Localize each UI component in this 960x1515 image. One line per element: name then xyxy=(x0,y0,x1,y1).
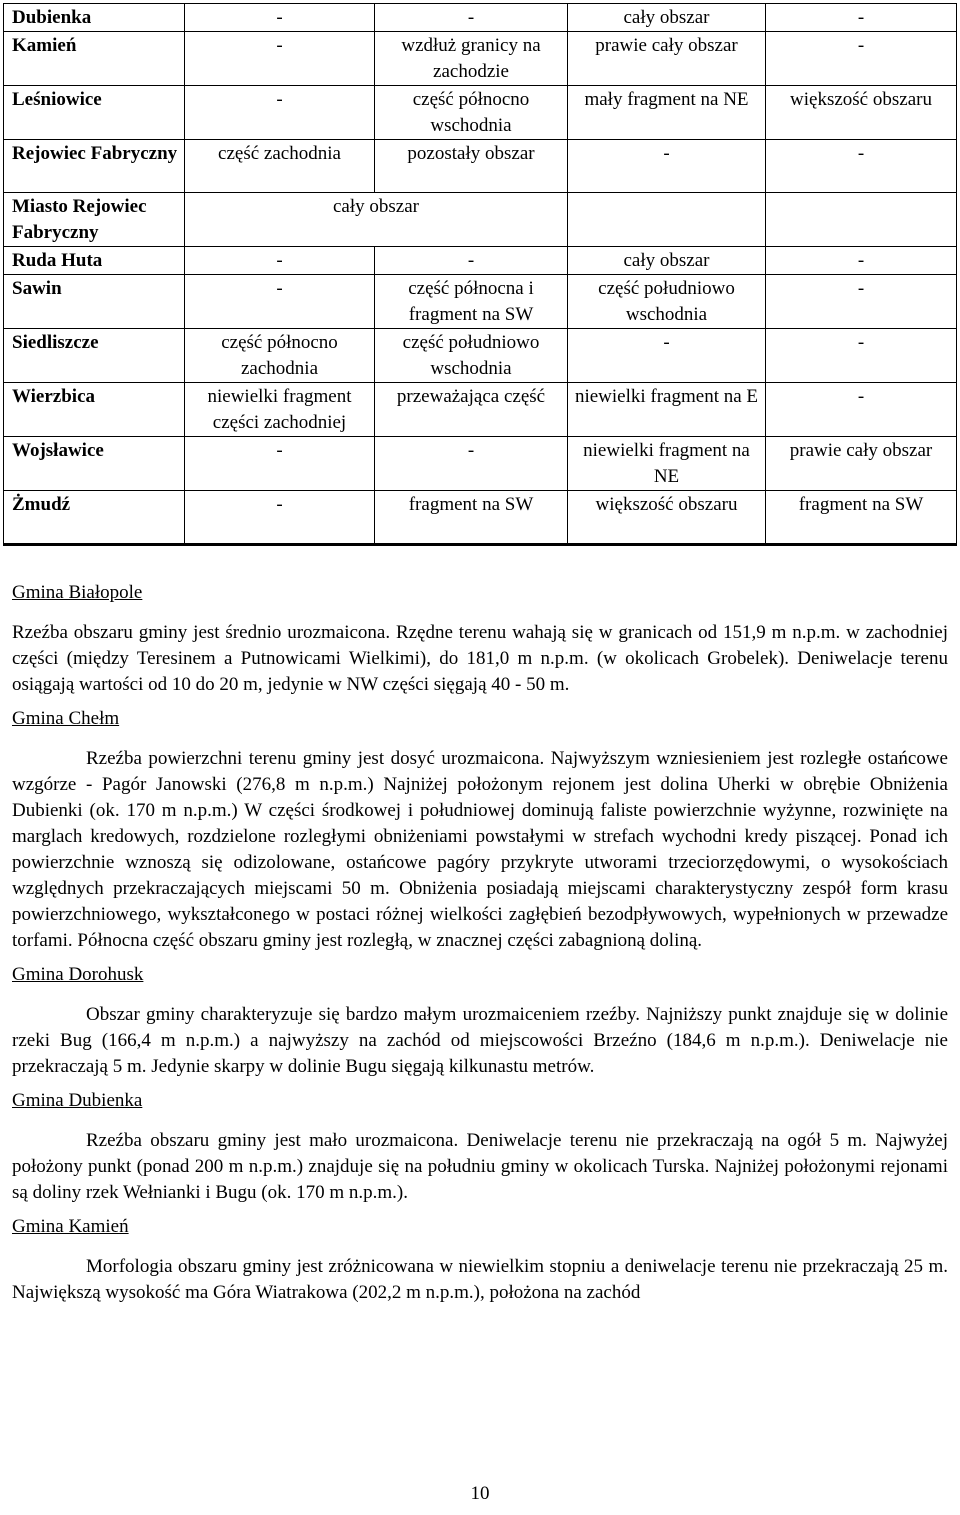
table-cell: - xyxy=(766,140,957,193)
table-cell: - xyxy=(568,140,766,193)
table-cell: - xyxy=(375,437,568,491)
table-cell: - xyxy=(185,32,375,86)
row-name: Żmudź xyxy=(4,491,185,545)
table-row xyxy=(4,140,957,193)
table-cell: - xyxy=(766,329,957,383)
section-paragraph: Morfologia obszaru gminy jest zróżnicowana w niewielkim stopniu a deniwelacje terenu nie przekraczają 25 m. Największą wysokość ma Góra Wiatrakowa (202,2 m n.p.m.), położona na zachód xyxy=(12,1256,948,1303)
row-name: Dubienka xyxy=(4,4,185,32)
table-cell: niewielki fragment na E xyxy=(568,383,766,437)
table-cell: mały fragment na NE xyxy=(568,86,766,140)
table-cell-empty xyxy=(766,193,957,247)
row-name: Leśniowice xyxy=(4,86,185,140)
table-cell: pozostały obszar xyxy=(375,140,568,193)
table-cell: - xyxy=(185,247,375,275)
section-heading: Gmina Dubienka xyxy=(12,1090,143,1111)
table-cell: - xyxy=(766,275,957,329)
table-cell: fragment na SW xyxy=(375,491,568,545)
table-cell: cały obszar xyxy=(568,4,766,32)
row-name: Siedliszcze xyxy=(4,329,185,383)
section-paragraph: Rzeźba obszaru gminy jest mało urozmaicona. Deniwelacje terenu nie przekraczają na ogół 5 m. Najwyżej położony punkt (ponad 200 m n.p.m.) znajduje się na południu gminy w okolicach Turska. Najniżej położonymi rejonami są doliny rzek Wełnianki i Bugu (ok. 170 m n.p.m.). xyxy=(12,1130,948,1203)
page-number: 10 xyxy=(470,1483,490,1504)
table-cell: prawie cały obszar xyxy=(766,437,957,491)
table-cell: prawie cały obszar xyxy=(568,32,766,86)
section-heading: Gmina Dorohusk xyxy=(12,964,144,985)
table-cell: - xyxy=(185,437,375,491)
table-cell: część północno wschodnia xyxy=(375,86,568,140)
table-row xyxy=(4,437,957,491)
row-name: Wierzbica xyxy=(4,383,185,437)
table-cell: - xyxy=(766,32,957,86)
table-row xyxy=(4,4,957,32)
table-cell: fragment na SW xyxy=(766,491,957,545)
table-cell: - xyxy=(185,491,375,545)
table-cell: niewielki fragment na NE xyxy=(568,437,766,491)
table-row xyxy=(4,329,957,383)
table-row xyxy=(4,193,957,247)
row-name: Kamień xyxy=(4,32,185,86)
section-heading: Gmina Białopole xyxy=(12,582,143,603)
table-cell: - xyxy=(766,247,957,275)
table-cell: - xyxy=(185,86,375,140)
table-cell: - xyxy=(375,4,568,32)
table-cell: większość obszaru xyxy=(568,491,766,545)
table-cell-span: cały obszar xyxy=(185,193,568,247)
row-name: Wojsławice xyxy=(4,437,185,491)
table-cell: część północno zachodnia xyxy=(185,329,375,383)
row-name: Ruda Huta xyxy=(4,247,185,275)
table-row xyxy=(4,32,957,86)
table-cell: część południowo wschodnia xyxy=(375,329,568,383)
row-name: Miasto Rejowiec Fabryczny xyxy=(4,193,185,247)
table-cell: - xyxy=(568,329,766,383)
table-row xyxy=(4,247,957,275)
table-cell: część północna i fragment na SW xyxy=(375,275,568,329)
row-name: Rejowiec Fabryczny xyxy=(4,140,185,193)
table-cell: - xyxy=(185,275,375,329)
table-cell: - xyxy=(766,383,957,437)
table-cell: - xyxy=(375,247,568,275)
section-paragraph: Obszar gminy charakteryzuje się bardzo małym urozmaiceniem rzeźby. Najniższy punkt znajduje się w dolinie rzeki Bug (166,4 m n.p.m.) a najwyższy na zachód od miejscowości Brzeźno (184,6 m n.p.m.). Deniwelacje nie przekraczają 5 m. Jedynie skarpy w dolinie Bugu sięgają kilkunastu metrów. xyxy=(12,1004,948,1077)
table-cell: - xyxy=(185,4,375,32)
section-paragraph: Rzeźba obszaru gminy jest średnio urozmaicona. Rzędne terenu wahają się w granicach od 151,9 m n.p.m. w zachodniej części (między Teresinem a Putnowicami Wielkimi), do 181,0 m n.p.m. (w okolicach Grobelek). Deniwelacje terenu osiągają wartości od 10 do 20 m, jedynie w NW części sięgają 40 - 50 m. xyxy=(12,622,948,695)
table-cell-empty xyxy=(568,193,766,247)
land-coverage-table xyxy=(3,3,957,546)
table-row xyxy=(4,383,957,437)
table-cell: większość obszaru xyxy=(766,86,957,140)
table-cell: cały obszar xyxy=(568,247,766,275)
row-name: Sawin xyxy=(4,275,185,329)
table-cell: część zachodnia xyxy=(185,140,375,193)
table-cell: część południowo wschodnia xyxy=(568,275,766,329)
table-row xyxy=(4,86,957,140)
document-body xyxy=(12,580,948,1306)
table-row xyxy=(4,275,957,329)
table-cell: przeważająca część xyxy=(375,383,568,437)
section-heading: Gmina Kamień xyxy=(12,1216,129,1237)
table-cell: niewielki fragment części zachodniej xyxy=(185,383,375,437)
table-cell: - xyxy=(766,4,957,32)
section-heading: Gmina Chełm xyxy=(12,708,120,729)
table-cell: wzdłuż granicy na zachodzie xyxy=(375,32,568,86)
section-paragraph: Rzeźba powierzchni terenu gminy jest dosyć urozmaicona. Najwyższym wzniesieniem jest rozległe ostańcowe wzgórze - Pagór Janowski (276,8 m n.p.m.) Najniżej położonym rejonem jest dolina Uherki w obrębie Obniżenia Dubienki (ok. 170 m n.p.m.) W części środkowej i południowej dominują faliste powierzchnie wyżynne, rozwinięte na marglach kredowych, rozdzielone rozległymi obniżeniami powstałymi w strefach wychodni kredy piszącej. Ponad ich powierzchnie wznoszą się odizolowane, ostańcowe pagóry przykryte utworami trzeciorzędowymi, o wysokościach względnych przekraczających miejscami 50 m. Obniżenia posiadają miejscami charakterystyczny zespół form krasu powierzchniowego, wykształconego w postaci różnej wielkości zagłębień bezodpływowych, wypełnionych w przewadze torfami. Północna część obszaru gminy jest rozległą, w znacznej części zabagnioną doliną. xyxy=(12,748,948,951)
table-row xyxy=(4,491,957,545)
